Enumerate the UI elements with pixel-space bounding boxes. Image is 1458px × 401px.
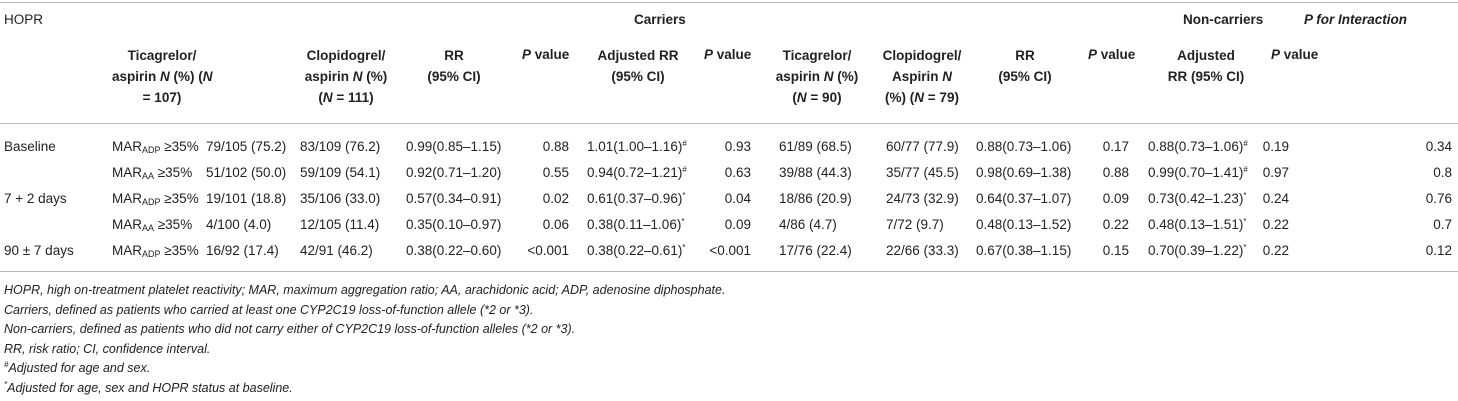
table-cell-tn: 17/76 (22.4) xyxy=(779,243,852,258)
col-rr-carriers: RR (95% CI) xyxy=(427,48,481,84)
table-cell-p4: 0.19 xyxy=(1262,139,1289,154)
table-cell-tn: 61/89 (68.5) xyxy=(779,139,852,154)
p-interaction-header: P for Interaction xyxy=(1304,12,1408,27)
table-cell-tc: 16/92 (17.4) xyxy=(206,243,279,258)
col-p-noncarriers-adj: P value xyxy=(1271,47,1319,62)
table-cell-p3: 0.88 xyxy=(1102,165,1129,180)
table-cell-arr2: 0.88(0.73–1.06)# xyxy=(1148,139,1248,154)
footnote-carriers: Carriers, defined as patients who carried at least one CYP2C19 loss-of-function allele (*2 or *3). xyxy=(4,302,534,317)
table-cell-p2: <0.001 xyxy=(709,243,751,258)
table-cell-cc: 35/106 (33.0) xyxy=(300,191,381,206)
table-cell-arr: 0.38(0.22–0.61)* xyxy=(587,243,686,258)
time-point-label: 7 + 2 days xyxy=(4,191,67,206)
table-cell-tc: 51/102 (50.0) xyxy=(206,165,287,180)
table-cell-tc: 4/100 (4.0) xyxy=(206,217,272,232)
table-cell-cc: 59/109 (54.1) xyxy=(300,165,381,180)
table-cell-rr2: 0.48(0.13–1.52) xyxy=(976,217,1072,232)
table-cell-p4: 0.97 xyxy=(1262,165,1289,180)
table-cell-tn: 39/88 (44.3) xyxy=(779,165,852,180)
carriers-header: Carriers xyxy=(634,12,686,27)
header-rule xyxy=(0,123,1458,124)
mar-threshold-label: $MAR_{ADP} \ge 35\%$ xyxy=(112,139,199,155)
table-cell-p3: 0.15 xyxy=(1102,243,1129,258)
table-cell-pi: 0.76 xyxy=(1425,191,1452,206)
col-clopidogrel-carriers: Clopidogrel/ aspirin N (%) (N = 111) xyxy=(304,48,388,105)
table-cell-pi: 0.12 xyxy=(1425,243,1452,258)
table-cell-arr2: 0.48(0.13–1.51)* xyxy=(1148,217,1247,232)
table-cell-arr: 0.61(0.37–0.96)* xyxy=(587,191,686,206)
table-cell-pi: 0.7 xyxy=(1433,217,1452,232)
time-point-label: Baseline xyxy=(4,139,56,154)
mar-threshold-label: $MAR_{AA} \ge 35\%$ xyxy=(112,217,193,233)
table-cell-rr: 0.38(0.22–0.60) xyxy=(406,243,502,258)
table-cell-p1: 0.02 xyxy=(542,191,569,206)
table-cell-arr2: 0.70(0.39–1.22)* xyxy=(1148,243,1247,258)
table-cell-rr2: 0.67(0.38–1.15) xyxy=(976,243,1072,258)
table-cell-tn: 4/86 (4.7) xyxy=(779,217,837,232)
table-cell-arr2: 0.73(0.42–1.23)* xyxy=(1148,191,1247,206)
footnote-abbreviations: HOPR, high on-treatment platelet reactivity; MAR, maximum aggregation ratio; AA, arachidonic acid; ADP, adenosine diphosphate. xyxy=(4,283,726,297)
table-cell-arr2: 0.99(0.70–1.41)# xyxy=(1148,165,1248,180)
col-rr-noncarriers: RR (95% CI) xyxy=(998,48,1052,84)
table-cell-rr2: 0.88(0.73–1.06) xyxy=(976,139,1072,154)
table-cell-cc: 83/109 (76.2) xyxy=(300,139,381,154)
table-cell-cn: 7/72 (9.7) xyxy=(886,217,944,232)
table-cell-cn: 35/77 (45.5) xyxy=(886,165,959,180)
col-p-carriers-adj: P value xyxy=(704,47,752,62)
table-cell-p3: 0.17 xyxy=(1102,139,1129,154)
table-cell-p3: 0.22 xyxy=(1102,217,1129,232)
table-cell-p4: 0.24 xyxy=(1262,191,1289,206)
table-cell-p2: 0.63 xyxy=(724,165,751,180)
table-cell-p4: 0.22 xyxy=(1262,243,1289,258)
table-cell-pi: 0.8 xyxy=(1433,165,1452,180)
mar-threshold-label: $MAR_{AA} \ge 35\%$ xyxy=(112,165,193,181)
table-cell-p1: <0.001 xyxy=(527,243,569,258)
table-cell-p4: 0.22 xyxy=(1262,217,1289,232)
col-ticagrelor-carriers: Ticagrelor/ aspirin N (%) (N = 107) xyxy=(112,48,213,105)
table-cell-cn: 60/77 (77.9) xyxy=(886,139,959,154)
col-ticagrelor-noncarriers: Ticagrelor/ aspirin N (%) (N = 90) xyxy=(775,48,859,105)
col-adjrr-noncarriers: Adjusted RR (95% CI) xyxy=(1167,48,1245,84)
non-carriers-header: Non-carriers xyxy=(1183,12,1264,27)
table-cell-rr: 0.35(0.10–0.97) xyxy=(406,217,502,232)
table-cell-tc: 79/105 (75.2) xyxy=(206,139,287,154)
table-cell-arr: 1.01(1.00–1.16)# xyxy=(587,139,687,154)
table-cell-tn: 18/86 (20.9) xyxy=(779,191,852,206)
table-cell-p3: 0.09 xyxy=(1102,191,1129,206)
table-cell-arr: 0.38(0.11–1.06)* xyxy=(587,217,685,232)
table-cell-cc: 12/105 (11.4) xyxy=(300,217,380,232)
time-point-label: 90 ± 7 days xyxy=(4,243,74,258)
col-adjrr-carriers: Adjusted RR (95% CI) xyxy=(597,48,679,84)
table-cell-arr: 0.94(0.72–1.21)# xyxy=(587,165,687,180)
top-rule xyxy=(0,2,1458,3)
table-cell-rr: 0.57(0.34–0.91) xyxy=(406,191,502,206)
mar-threshold-label: $MAR_{ADP} \ge 35\%$ xyxy=(112,243,199,259)
table-cell-rr: 0.99(0.85–1.15) xyxy=(406,139,502,154)
table-cell-p1: 0.88 xyxy=(542,139,569,154)
table-cell-cn: 22/66 (33.3) xyxy=(886,243,959,258)
footnote-star: *Adjusted for age, sex and HOPR status at baseline. xyxy=(4,379,293,395)
col-p-carriers: P value xyxy=(522,47,570,62)
table-cell-p1: 0.55 xyxy=(542,165,569,180)
table-cell-p2: 0.09 xyxy=(724,217,751,232)
col-p-noncarriers: P value xyxy=(1088,47,1136,62)
col-clopidogrel-noncarriers: Clopidogrel/ Aspirin N (%) (N = 79) xyxy=(882,48,962,105)
table-cell-tc: 19/101 (18.8) xyxy=(206,191,287,206)
table-cell-p2: 0.93 xyxy=(724,139,751,154)
hopr-header: HOPR xyxy=(4,12,44,27)
table-cell-cc: 42/91 (46.2) xyxy=(300,243,373,258)
table-cell-rr2: 0.64(0.37–1.07) xyxy=(976,191,1072,206)
footnote-rr: RR, risk ratio; CI, confidence interval. xyxy=(4,341,211,356)
footnote-noncarriers: Non-carriers, defined as patients who did not carry either of CYP2C19 loss-of-function alleles (*2 or *3). xyxy=(4,322,576,336)
body-rule xyxy=(0,271,1458,272)
table-cell-cn: 24/73 (32.9) xyxy=(886,191,959,206)
table-cell-pi: 0.34 xyxy=(1425,139,1452,154)
table-cell-rr: 0.92(0.71–1.20) xyxy=(406,165,502,180)
table-cell-p2: 0.04 xyxy=(724,191,751,206)
mar-threshold-label: $MAR_{ADP} \ge 35\%$ xyxy=(112,191,199,207)
footnote-hash: #Adjusted for age and sex. xyxy=(4,360,151,375)
table-cell-p1: 0.06 xyxy=(542,217,569,232)
table-cell-rr2: 0.98(0.69–1.38) xyxy=(976,165,1072,180)
